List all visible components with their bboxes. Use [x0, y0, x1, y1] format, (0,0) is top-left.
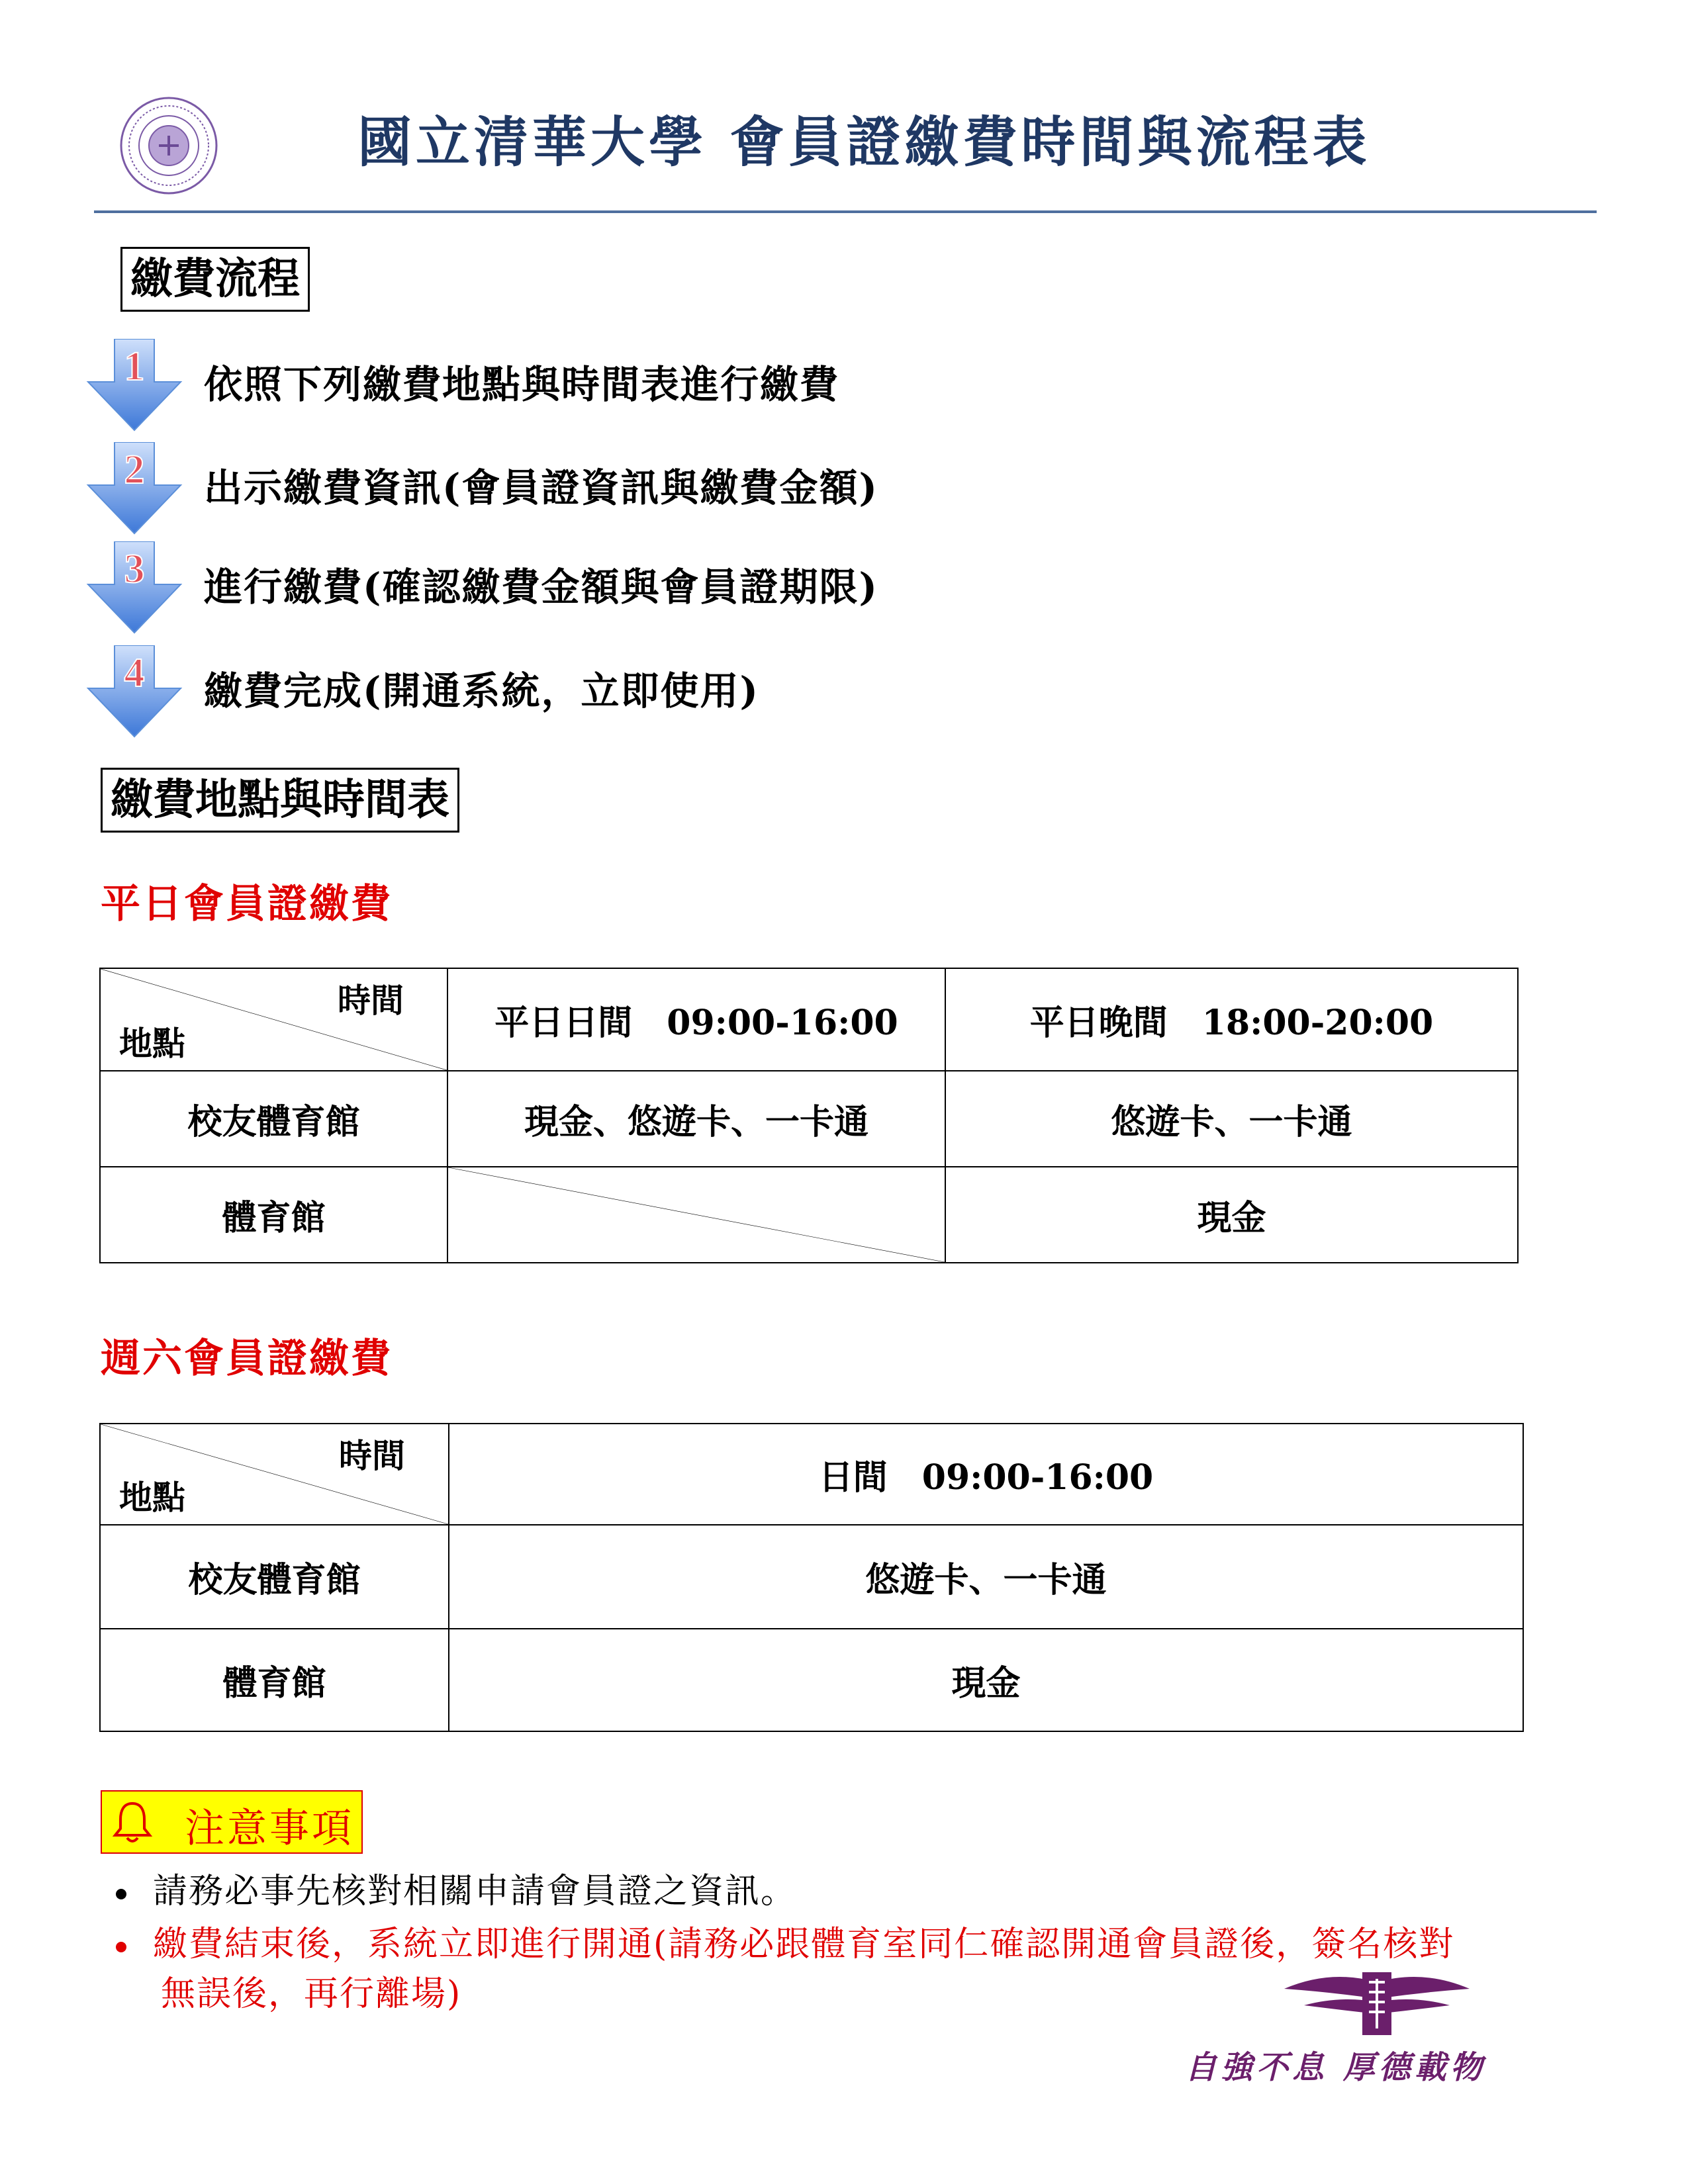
- notice-header: [101, 1790, 363, 1854]
- down-arrow-icon: [85, 339, 184, 432]
- university-seal-icon: [119, 96, 218, 195]
- corner-cell: [100, 1424, 449, 1525]
- table-cell: 現金: [945, 1167, 1518, 1263]
- step-number: 2: [124, 447, 145, 492]
- page-title: 國立清華大學 會員證繳費時間與流程表: [357, 111, 1371, 174]
- flow-step-1: [85, 339, 1342, 432]
- down-arrow-icon: [85, 541, 184, 634]
- column-header: 平日晚間 18:00-20:00: [945, 968, 1518, 1071]
- location-cell: 體育館: [100, 1629, 449, 1731]
- location-cell: 校友體育館: [100, 1071, 447, 1167]
- notice-item-continued: 無誤後，再行離場): [161, 1974, 462, 2014]
- weekday-heading: 平日會員證繳費: [101, 881, 393, 927]
- location-cell: 體育館: [100, 1167, 447, 1263]
- flow-heading: 繳費流程: [120, 247, 310, 312]
- step-number: 3: [124, 547, 145, 592]
- footer-motto: 自強不息 厚德載物: [1185, 2049, 1486, 2086]
- step-text: 進行繳費(確認繳費金額與會員證期限): [204, 565, 878, 610]
- step-text: 出示繳費資訊(會員證資訊與繳費金額): [204, 465, 878, 510]
- step-number: 4: [124, 651, 145, 696]
- column-header: 日間 09:00-16:00: [449, 1424, 1523, 1525]
- notice-text: 繳費結束後，系統立即進行開通(請務必跟體育室同仁確認開通會員證後，簽名核對: [153, 1925, 1455, 1964]
- location-cell: 校友體育館: [100, 1525, 449, 1629]
- step-number: 1: [124, 344, 145, 389]
- corner-location-label: 地點: [119, 1478, 185, 1517]
- table-cell: 悠遊卡、一卡通: [945, 1071, 1518, 1167]
- down-arrow-icon: [85, 645, 184, 738]
- corner-cell: [100, 968, 447, 1071]
- header-divider: [94, 210, 1597, 213]
- notice-title: 注意事項: [185, 1805, 354, 1852]
- notice-item: [116, 1916, 1454, 1966]
- weekday-schedule-table: [99, 968, 1519, 1263]
- flow-step-3: [85, 541, 1342, 634]
- table-cell: 現金、悠遊卡、一卡通: [447, 1071, 945, 1167]
- schedule-heading: 繳費地點與時間表: [101, 768, 459, 833]
- notice-item: [116, 1863, 796, 1913]
- corner-location-label: 地點: [119, 1024, 185, 1063]
- table-cell: 悠遊卡、一卡通: [449, 1525, 1523, 1629]
- step-text: 依照下列繳費地點與時間表進行繳費: [204, 362, 840, 407]
- bullet-icon: [116, 1889, 126, 1899]
- down-arrow-icon: [85, 442, 184, 535]
- corner-time-label: 時間: [339, 1436, 405, 1475]
- flow-step-2: [85, 442, 1342, 535]
- table-cell: 現金: [449, 1629, 1523, 1731]
- saturday-heading: 週六會員證繳費: [101, 1336, 393, 1382]
- step-text: 繳費完成(開通系統，立即使用): [204, 668, 759, 713]
- bell-icon: [109, 1798, 156, 1846]
- column-header: 平日日間 09:00-16:00: [447, 968, 945, 1071]
- bullet-icon: [116, 1942, 126, 1952]
- flow-step-4: [85, 645, 1342, 738]
- corner-time-label: 時間: [338, 981, 404, 1020]
- not-available-cell: [447, 1167, 945, 1263]
- notice-text: 請務必事先核對相關申請會員證之資訊。: [153, 1872, 797, 1911]
- saturday-schedule-table: [99, 1423, 1524, 1732]
- university-wings-logo-icon: [1278, 1969, 1476, 2042]
